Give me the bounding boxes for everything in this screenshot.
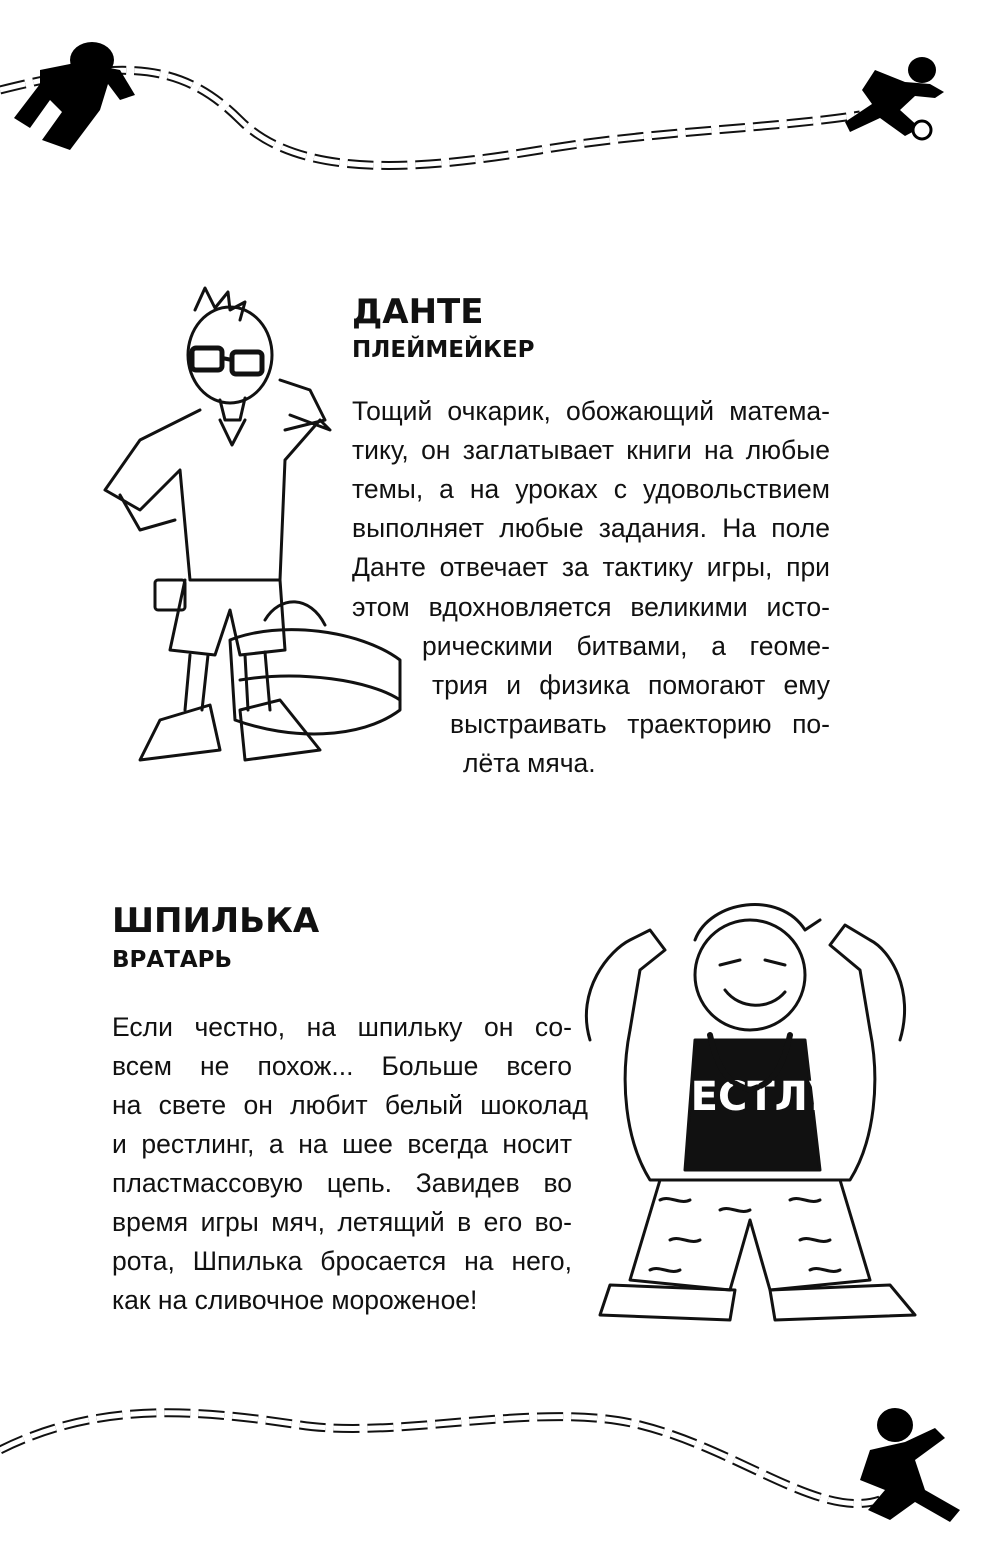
description-line: выстраивать траекторию по- xyxy=(450,709,830,739)
character-role-shpilka: ВРАТАРЬ xyxy=(112,947,233,973)
character-name-dante: ДАНТЕ xyxy=(352,292,484,332)
description-line: пластмассовую цепь. Завидев во xyxy=(112,1168,572,1198)
description-line: Если честно, на шпильку он со- xyxy=(112,1012,572,1042)
description-line: и рестлинг, а на шее всегда носит xyxy=(112,1129,572,1159)
kicker-silhouette-icon xyxy=(845,57,944,139)
runner-silhouette-icon xyxy=(14,42,135,150)
description-line: трия и физика помогают ему xyxy=(432,670,830,700)
description-line: Данте отвечает за тактику игры, при xyxy=(352,552,830,582)
description-line: Тощий очкарик, обожающий матема- xyxy=(352,396,830,426)
description-line: всем не похож... Больше всего xyxy=(112,1051,572,1081)
character-role-dante: ПЛЕЙМЕЙКЕР xyxy=(352,337,535,363)
description-line: темы, а на уроках с удовольствием xyxy=(352,474,830,504)
shirt-label: РЕСТЛУ xyxy=(661,1074,839,1120)
bottom-decorative-border xyxy=(0,1380,1000,1552)
description-line: рическими битвами, а геоме- xyxy=(422,631,830,661)
description-line: на свете он любит белый шоколад xyxy=(112,1090,588,1120)
description-line: выполняет любые задания. На поле xyxy=(352,513,830,543)
description-line: время игры мяч, летящий в его во- xyxy=(112,1207,572,1237)
description-line: тику, он заглатывает книги на любые xyxy=(352,435,830,465)
top-decorative-border xyxy=(0,0,1000,200)
description-line: лёта мяча. xyxy=(463,748,596,778)
shpilka-illustration xyxy=(570,880,930,1330)
description-line: этом вдохновляется великими исто- xyxy=(352,592,830,622)
description-line: как на сливочное мороженое! xyxy=(112,1285,478,1315)
runner-silhouette-icon xyxy=(860,1408,960,1522)
description-line: рота, Шпилька бросается на него, xyxy=(112,1246,572,1276)
character-name-shpilka: ШПИЛЬКА xyxy=(112,901,320,941)
